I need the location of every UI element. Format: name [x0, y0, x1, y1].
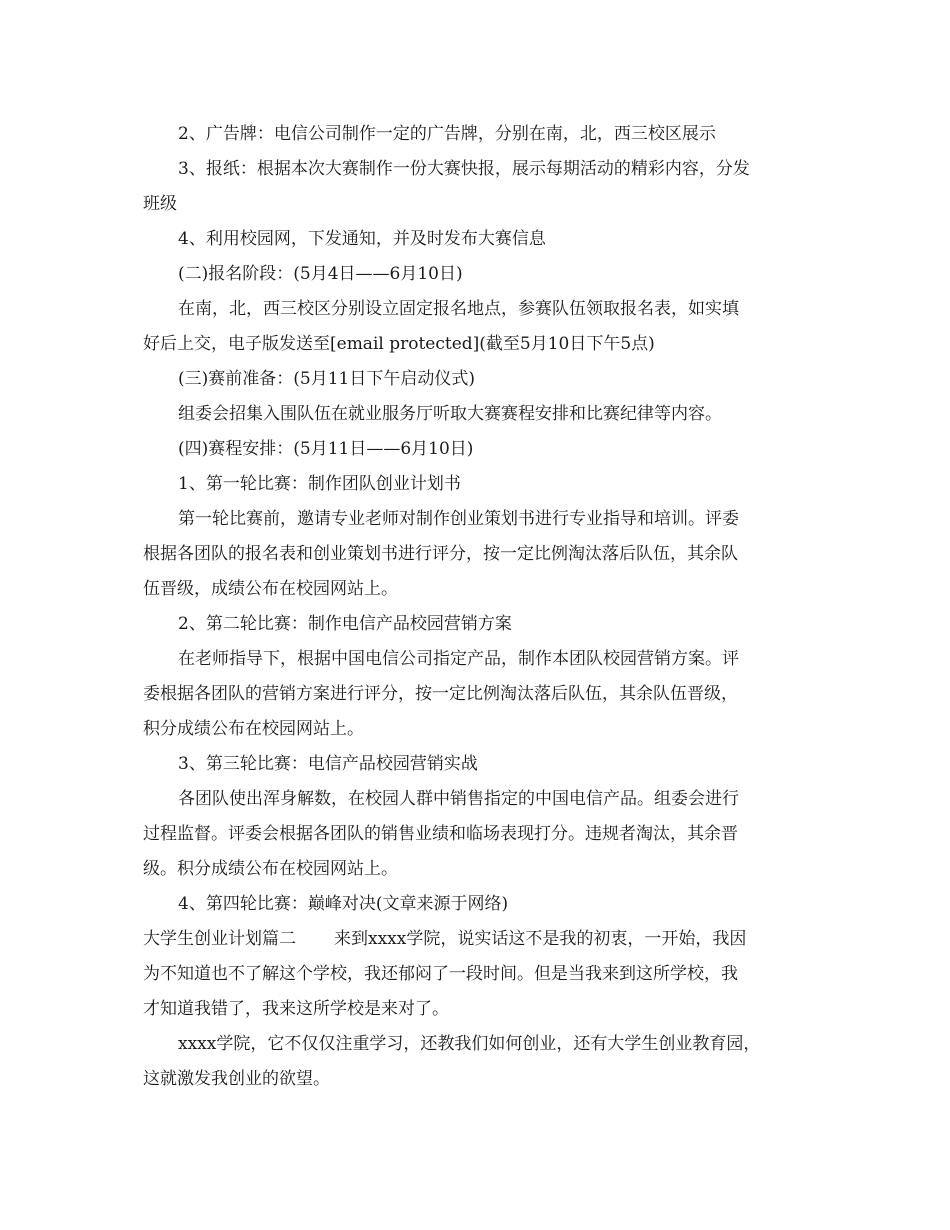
text-line: 根据各团队的报名表和创业策划书进行评分，按一定比例淘汰落后队伍，其余队: [143, 544, 738, 564]
text-line: xxxx学院，它不仅仅注重学习，还教我们如何创业，还有大学生创业教育园，: [178, 1034, 761, 1054]
text-line: 4、利用校园网，下发通知，并及时发布大赛信息: [178, 229, 546, 249]
paragraph: [143, 362, 808, 397]
paragraph: [143, 432, 808, 467]
text-line: 积分成绩公布在校园网站上。: [143, 719, 364, 739]
paragraph: [143, 887, 808, 922]
document-body: [143, 117, 808, 1097]
paragraph: [143, 292, 808, 362]
paragraph: [143, 152, 808, 222]
section-two: [143, 922, 808, 1027]
paragraph: [143, 467, 808, 502]
text-line: (三)赛前准备：(5月11日下午启动仪式): [178, 369, 475, 389]
section-intro: 来到xxxx学院，说实话这不是我的初衷，一开始，我因: [334, 929, 747, 949]
paragraph: [143, 1027, 808, 1097]
text-line: 为不知道也不了解这个学校，我还郁闷了一段时间。但是当我来到这所学校，我: [143, 964, 738, 984]
text-line: 伍晋级，成绩公布在校园网站上。: [143, 579, 398, 599]
text-line: 在老师指导下，根据中国电信公司指定产品，制作本团队校园营销方案。评: [178, 649, 739, 669]
paragraph: [143, 222, 808, 257]
text-line: [143, 922, 808, 957]
text-line: (二)报名阶段：(5月4日——6月10日): [178, 264, 463, 284]
paragraph: [143, 502, 808, 607]
text-line: 班级: [143, 194, 177, 214]
text-line: 4、第四轮比赛：巅峰对决(文章来源于网络): [178, 894, 509, 914]
text-line: 第一轮比赛前，邀请专业老师对制作创业策划书进行专业指导和培训。评委: [178, 509, 739, 529]
text-line: (四)赛程安排：(5月11日——6月10日): [178, 439, 474, 459]
paragraph: [143, 747, 808, 782]
paragraph: [143, 642, 808, 747]
paragraph: [143, 397, 808, 432]
text-line: 3、报纸：根据本次大赛制作一份大赛快报，展示每期活动的精彩内容，分发: [178, 159, 750, 179]
text-line: 各团队使出浑身解数，在校园人群中销售指定的中国电信产品。组委会进行: [178, 789, 739, 809]
paragraph: [143, 117, 808, 152]
text-line: 1、第一轮比赛：制作团队创业计划书: [178, 474, 461, 494]
paragraph: [143, 607, 808, 642]
text-line: 组委会招集入围队伍在就业服务厅听取大赛赛程安排和比赛纪律等内容。: [178, 404, 722, 424]
text-line: 才知道我错了，我来这所学校是来对了。: [143, 999, 449, 1019]
text-line: 级。积分成绩公布在校园网站上。: [143, 859, 398, 879]
text-line: 好后上交，电子版发送至[email protected](截至5月10日下午5点): [143, 334, 655, 354]
text-line: 2、第二轮比赛：制作电信产品校园营销方案: [178, 614, 512, 634]
text-line: 2、广告牌：电信公司制作一定的广告牌，分别在南，北，西三校区展示: [178, 124, 716, 144]
section-heading: 大学生创业计划篇二: [143, 929, 296, 949]
paragraph: [143, 782, 808, 887]
text-line: 过程监督。评委会根据各团队的销售业绩和临场表现打分。违规者淘汰，其余晋: [143, 824, 738, 844]
text-line: 委根据各团队的营销方案进行评分，按一定比例淘汰落后队伍，其余队伍晋级，: [143, 684, 738, 704]
text-line: 这就激发我创业的欲望。: [143, 1069, 330, 1089]
text-line: 3、第三轮比赛：电信产品校园营销实战: [178, 754, 478, 774]
text-line: 在南，北，西三校区分别设立固定报名地点，参赛队伍领取报名表，如实填: [178, 299, 739, 319]
paragraph: [143, 257, 808, 292]
